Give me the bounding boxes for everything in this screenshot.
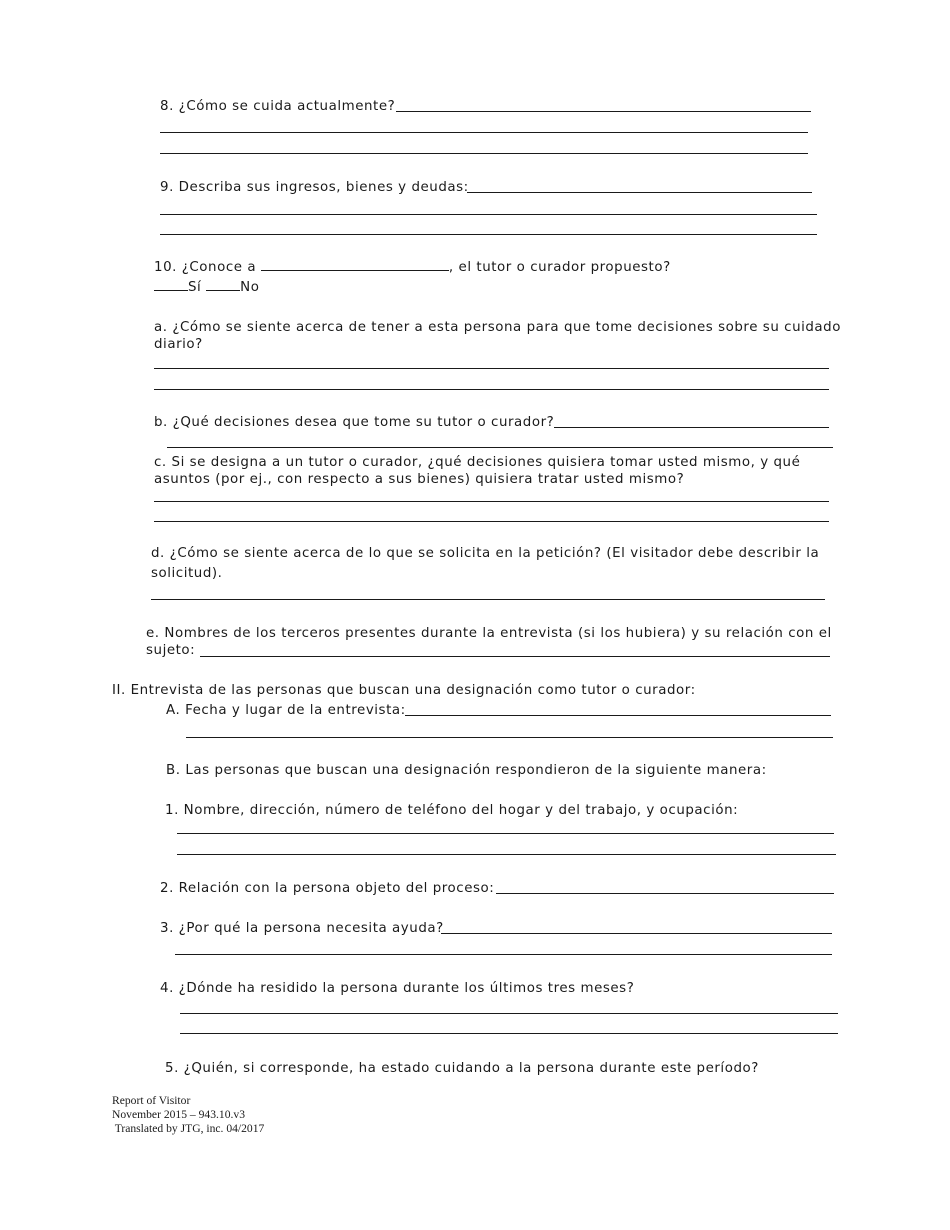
question-10b-answer-line[interactable]: [554, 427, 829, 428]
section-2-heading: II. Entrevista de las personas que buscan una designación como tutor o curador:: [112, 683, 696, 698]
section-2b-item-3: 3. ¿Por qué la persona necesita ayuda?: [160, 921, 444, 936]
section-2b-item-5: 5. ¿Quién, si corresponde, ha estado cuidando a la persona durante este período?: [165, 1061, 759, 1076]
question-10e-answer-line[interactable]: [200, 656, 830, 657]
yes-no-options: Sí No: [154, 279, 259, 296]
question-9-answer-line[interactable]: [160, 214, 817, 215]
question-10c-line2: asuntos (por ej., con respecto a sus bienes) quisiera tratar usted mismo?: [154, 472, 685, 487]
no-blank[interactable]: [206, 280, 240, 291]
question-10a-answer-line[interactable]: [154, 368, 829, 369]
question-10-label: 10. ¿Conoce a , el tutor o curador propuesto?: [154, 260, 671, 275]
question-10e-line2: sujeto:: [146, 643, 196, 658]
question-10d-line1: d. ¿Cómo se siente acerca de lo que se solicita en la petición? (El visitador debe describir la: [151, 546, 820, 561]
question-8-answer-line[interactable]: [396, 111, 811, 112]
section-2a-answer-line[interactable]: [405, 715, 831, 716]
footer-form-title: Report of Visitor: [112, 1094, 191, 1107]
section-2b-item-4: 4. ¿Dónde ha residido la persona durante los últimos tres meses?: [160, 981, 635, 996]
question-10e-line1: e. Nombres de los terceros presentes durante la entrevista (si los hubiera) y su relación con el: [146, 626, 832, 641]
item-4-answer-line[interactable]: [180, 1013, 838, 1014]
question-10d-answer-line[interactable]: [151, 599, 825, 600]
question-9-answer-line[interactable]: [467, 192, 812, 193]
section-2b-item-2: 2. Relación con la persona objeto del proceso:: [160, 881, 495, 896]
question-9-label: 9. Describa sus ingresos, bienes y deudas:: [160, 180, 469, 195]
section-2b-item-1: 1. Nombre, dirección, número de teléfono del hogar y del trabajo, y ocupación:: [165, 803, 739, 818]
question-10c-line1: c. Si se designa a un tutor o curador, ¿qué decisiones quisiera tomar usted mismo, y qué: [154, 455, 801, 470]
yes-blank[interactable]: [154, 280, 188, 291]
question-8-answer-line[interactable]: [160, 132, 808, 133]
section-2a-answer-line[interactable]: [186, 737, 833, 738]
footer-translation-note: Translated by JTG, inc. 04/2017: [112, 1122, 265, 1136]
question-10a-answer-line[interactable]: [154, 389, 829, 390]
question-10d-line2: solicitud).: [151, 566, 223, 581]
question-10b-answer-line[interactable]: [167, 447, 833, 448]
section-2a-label: A. Fecha y lugar de la entrevista:: [166, 703, 406, 718]
question-8-answer-line[interactable]: [160, 153, 808, 154]
item-3-answer-line[interactable]: [441, 933, 832, 934]
proposed-guardian-name-blank[interactable]: [261, 260, 449, 271]
item-3-answer-line[interactable]: [175, 954, 832, 955]
question-10c-answer-line[interactable]: [154, 521, 829, 522]
footer-form-version: November 2015 – 943.10.v3: [112, 1108, 245, 1122]
question-10b-label: b. ¿Qué decisiones desea que tome su tutor o curador?: [154, 415, 555, 430]
question-10a-line1: a. ¿Cómo se siente acerca de tener a esta persona para que tome decisiones sobre su cuidado: [154, 320, 841, 335]
item-2-answer-line[interactable]: [496, 893, 834, 894]
item-1-answer-line[interactable]: [177, 854, 836, 855]
question-8-label: 8. ¿Cómo se cuida actualmente?: [160, 99, 396, 114]
question-9-answer-line[interactable]: [160, 234, 817, 235]
item-4-answer-line[interactable]: [180, 1033, 838, 1034]
question-10a-line2: diario?: [154, 337, 203, 352]
section-2b-label: B. Las personas que buscan una designación respondieron de la siguiente manera:: [166, 763, 767, 778]
document-footer: [112, 1094, 412, 1137]
question-10c-answer-line[interactable]: [154, 501, 829, 502]
item-1-answer-line[interactable]: [177, 833, 834, 834]
